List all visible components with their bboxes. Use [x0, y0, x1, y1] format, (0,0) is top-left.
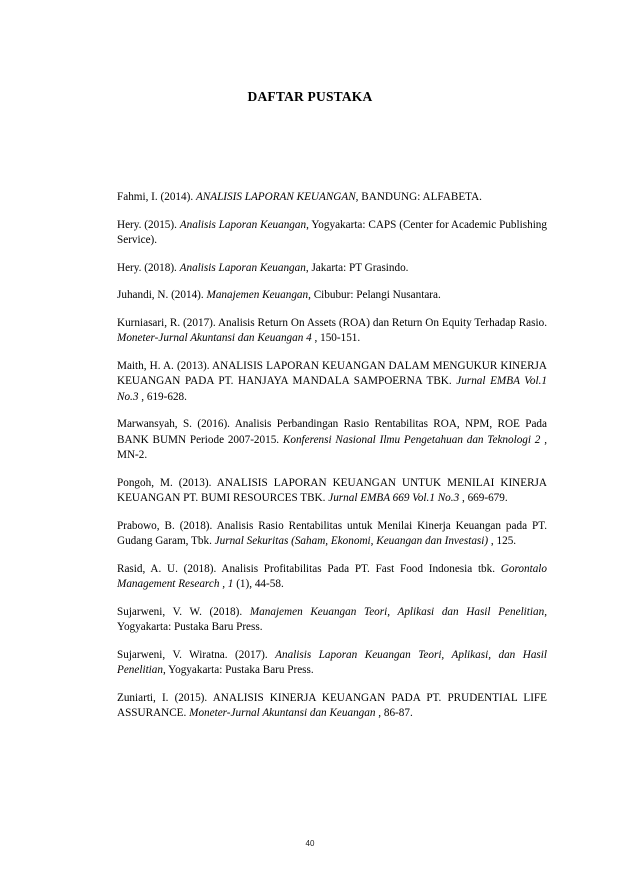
reference-entry	[117, 359, 547, 406]
reference-entry	[117, 648, 547, 679]
reference-entry	[117, 218, 547, 249]
reference-text: Hery. (2018).	[117, 261, 180, 274]
reference-text: Rasid, A. U. (2018). Analisis Profitabilitas Pada PT. Fast Food Indonesia tbk.	[117, 562, 501, 575]
reference-text: , BANDUNG: ALFABETA.	[355, 191, 482, 203]
reference-italic-title: Jurnal EMBA Vol.1 No.3	[117, 375, 547, 403]
reference-text: , Yogyakarta: CAPS (Center for Academic Publishing Service).	[117, 218, 547, 246]
reference-text: , 669-679.	[459, 492, 508, 504]
reference-list	[117, 190, 547, 734]
page-title: DAFTAR PUSTAKA	[247, 89, 373, 104]
reference-text: (1), 44-58.	[233, 578, 284, 590]
reference-italic-title: Konferensi Nasional Ilmu Pengetahuan dan Teknologi 2	[282, 433, 541, 446]
reference-text: Fahmi, I. (2014).	[117, 191, 196, 203]
reference-entry	[117, 316, 547, 347]
reference-italic-title: ANALISIS LAPORAN KEUANGAN	[195, 191, 356, 203]
reference-entry	[117, 288, 547, 304]
reference-text: Prabowo, B. (2018). Analisis Rasio Rentabilitas untuk Menilai Kinerja Keuangan pada PT. Gudang Garam, Tbk.	[117, 519, 547, 547]
reference-italic-title: Moneter-Jurnal Akuntansi dan Keuangan	[189, 707, 376, 719]
reference-text: Sujarweni, V. W. (2018).	[117, 605, 250, 618]
reference-text: Pongoh, M. (2013). ANALISIS LAPORAN KEUANGAN UNTUK MENILAI KINERJA KEUANGAN PT. BUMI RESOURCES TBK.	[117, 476, 547, 504]
reference-text: , 619-628.	[138, 390, 187, 403]
reference-entry	[117, 190, 547, 206]
reference-text: , MN-2.	[117, 433, 547, 461]
reference-text: Sujarweni, V. Wiratna. (2017).	[117, 648, 276, 661]
reference-italic-title: Analisis Laporan Keuangan	[179, 218, 307, 231]
reference-italic-title: Manajemen Keuangan	[206, 289, 309, 301]
reference-text: Marwansyah, S. (2016). Analisis Perbandingan Rasio Rentabilitas ROA, NPM, ROE Pada BANK BUMN Periode 2007-2015.	[117, 418, 547, 446]
reference-entry	[117, 562, 547, 593]
reference-italic-title: Manajemen Keuangan Teori, Aplikasi dan Hasil Penelitian	[249, 605, 545, 618]
reference-italic-title: Jurnal Sekuritas (Saham, Ekonomi, Keuangan dan Investasi)	[214, 535, 489, 547]
reference-text: , 125.	[488, 535, 517, 547]
reference-text: , 150-151.	[311, 332, 361, 344]
reference-text: Juhandi, N. (2014).	[117, 289, 207, 301]
reference-entry	[117, 261, 547, 277]
reference-italic-title: Analisis Laporan Keuangan	[179, 261, 306, 274]
reference-italic-title: Moneter-Jurnal Akuntansi dan Keuangan 4	[117, 332, 312, 344]
reference-entry	[117, 476, 547, 507]
reference-entry	[117, 417, 547, 464]
reference-text: , Yogyakarta: Pustaka Baru Press.	[162, 664, 314, 676]
reference-text: , Jakarta: PT Grasindo.	[305, 261, 409, 274]
reference-text: Kurniasari, R. (2017). Analisis Return On Assets (ROA) dan Return On Equity Terhadap Rasio.	[117, 316, 547, 329]
reference-entry	[117, 691, 547, 722]
reference-text: Zuniarti, I. (2015). ANALISIS KINERJA KEUANGAN PADA PT. PRUDENTIAL LIFE ASSURANCE.	[117, 691, 547, 719]
reference-text: , Cibubur: Pelangi Nusantara.	[308, 289, 441, 301]
reference-italic-title: Gorontalo Management Research , 1	[117, 562, 547, 590]
reference-text: , Yogyakarta: Pustaka Baru Press.	[117, 605, 547, 633]
reference-text: , 86-87.	[375, 707, 413, 719]
reference-text: Maith, H. A. (2013). ANALISIS LAPORAN KEUANGAN DALAM MENGUKUR KINERJA KEUANGAN PADA PT. HANJAYA MANDALA SAMPOERNA TBK.	[117, 359, 547, 387]
reference-italic-title: Analisis Laporan Keuangan Teori, Aplikasi, dan Hasil Penelitian	[117, 648, 547, 676]
reference-text: Hery. (2015).	[117, 218, 180, 231]
reference-italic-title: Jurnal EMBA 669 Vol.1 No.3	[328, 492, 460, 504]
page-number: 40	[305, 839, 315, 848]
reference-entry	[117, 519, 547, 550]
reference-entry	[117, 605, 547, 636]
